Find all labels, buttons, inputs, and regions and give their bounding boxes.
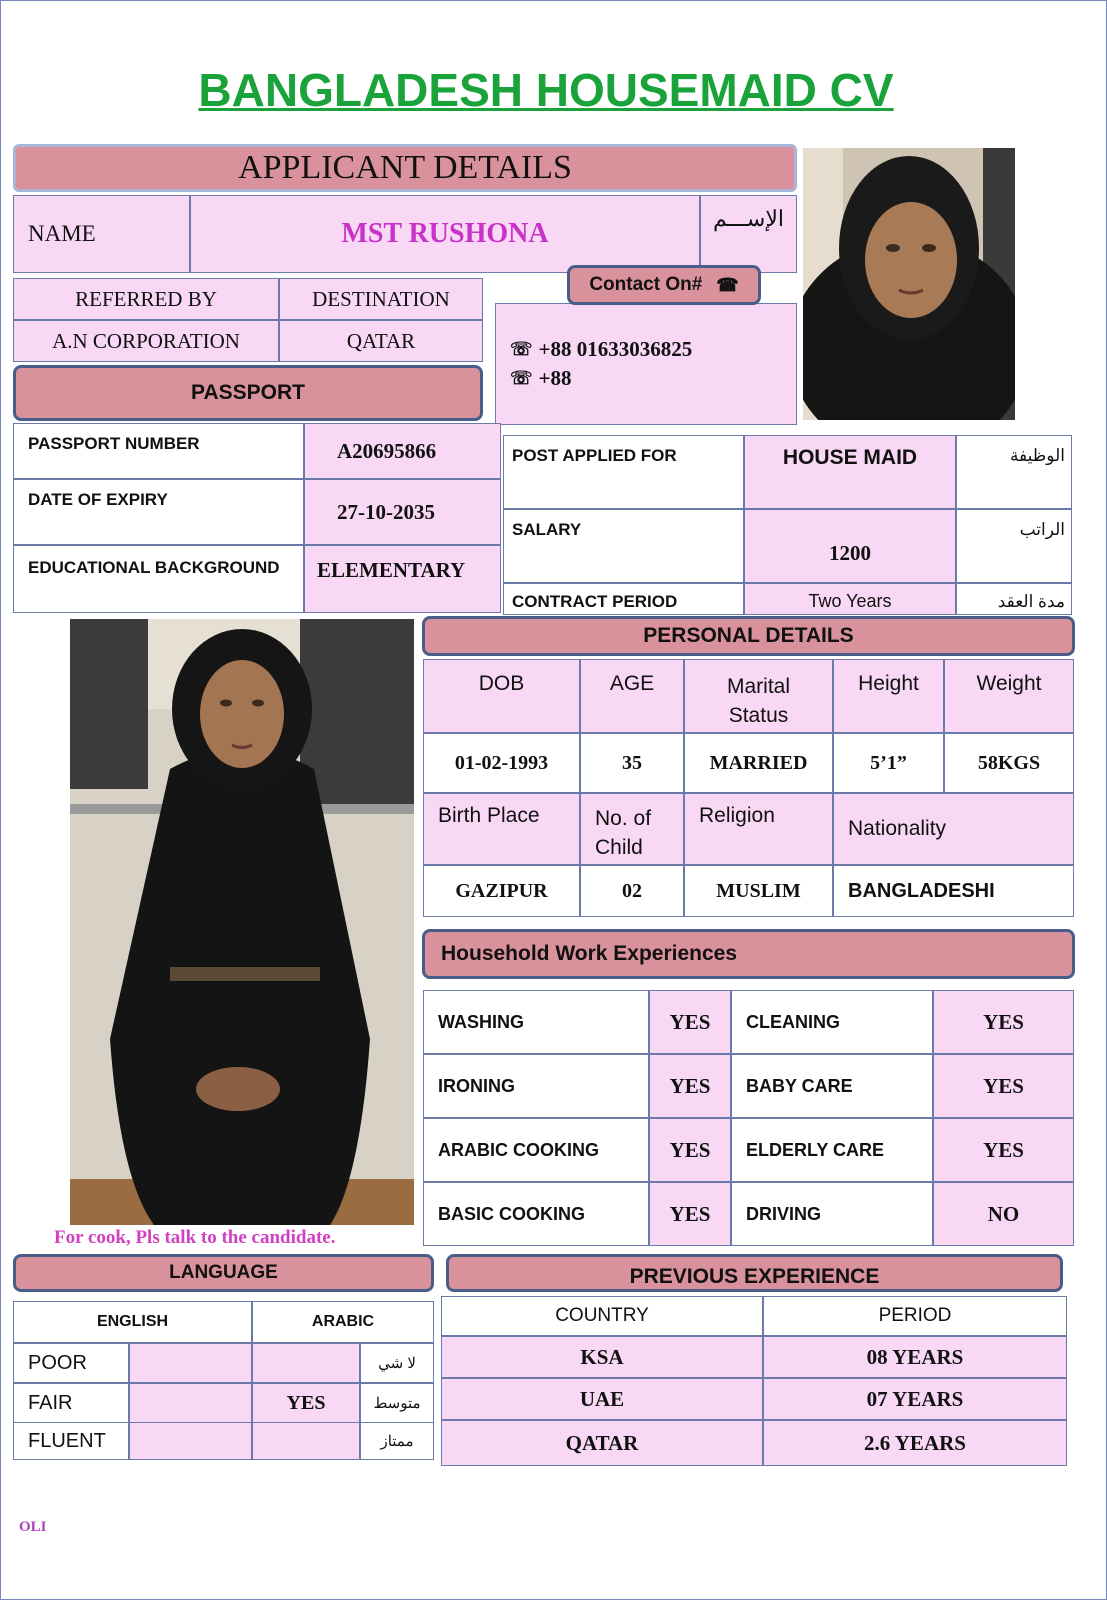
weight-label: Weight — [944, 659, 1074, 733]
height-value: 5’1” — [833, 733, 944, 793]
household-task: ELDERLY CARE — [731, 1118, 933, 1182]
nationality-label: Nationality — [833, 793, 1074, 865]
language-arabic-level: ممتاز — [360, 1422, 434, 1460]
religion-value: MUSLIM — [684, 865, 833, 917]
household-task: DRIVING — [731, 1182, 933, 1246]
language-arabic-value — [252, 1343, 360, 1383]
country-label: COUNTRY — [441, 1296, 763, 1336]
previous-country: KSA — [441, 1336, 763, 1378]
language-arabic-value: YES — [252, 1383, 360, 1423]
children-label — [580, 793, 684, 865]
passport-header: PASSPORT — [13, 365, 483, 421]
phone-icon: ☏ — [510, 339, 533, 359]
household-answer: YES — [933, 990, 1074, 1054]
language-level: FLUENT — [13, 1422, 129, 1460]
period-label: PERIOD — [763, 1296, 1067, 1336]
household-answer: YES — [649, 1182, 731, 1246]
household-answer: YES — [933, 1118, 1074, 1182]
household-answer: NO — [933, 1182, 1074, 1246]
post-applied-label: POST APPLIED FOR — [503, 435, 744, 509]
dob-label: DOB — [423, 659, 580, 733]
children-value: 02 — [580, 865, 684, 917]
marital-status-value: MARRIED — [684, 733, 833, 793]
nationality-value: BANGLADESHI — [833, 865, 1074, 917]
expiry-date-value: 27-10-2035 — [304, 479, 501, 545]
contact-box — [495, 303, 797, 425]
passport-number-label: PASSPORT NUMBER — [13, 423, 304, 479]
previous-period: 2.6 YEARS — [763, 1420, 1067, 1466]
household-answer: YES — [649, 1118, 731, 1182]
dob-value: 01-02-1993 — [423, 733, 580, 793]
household-task: CLEANING — [731, 990, 933, 1054]
footer-initials: OLI — [19, 1519, 47, 1535]
page-title: BANGLADESH HOUSEMAID CV — [198, 64, 894, 116]
phone-number-1[interactable]: +88 01633036825 — [538, 337, 693, 361]
birth-place-label: Birth Place — [423, 793, 580, 865]
language-english-value — [129, 1422, 252, 1460]
applicant-portrait-photo — [803, 148, 1015, 420]
household-header: Household Work Experiences — [422, 929, 1075, 979]
birth-place-value: GAZIPUR — [423, 865, 580, 917]
household-task: BABY CARE — [731, 1054, 933, 1118]
expiry-date-label: DATE OF EXPIRY — [13, 479, 304, 545]
children-label-line2: Child — [595, 836, 643, 859]
household-answer: YES — [649, 1054, 731, 1118]
cooking-note: For cook, Pls talk to the candidate. — [54, 1227, 336, 1248]
english-label: ENGLISH — [13, 1301, 252, 1343]
contract-period-label: CONTRACT PERIOD — [503, 583, 744, 615]
contact-header-label: Contact On# — [589, 274, 703, 295]
language-level: FAIR — [13, 1383, 129, 1423]
previous-country: UAE — [441, 1378, 763, 1420]
household-task: WASHING — [423, 990, 649, 1054]
applicant-details-header: APPLICANT DETAILS — [13, 144, 797, 192]
religion-label: Religion — [684, 793, 833, 865]
previous-period: 08 YEARS — [763, 1336, 1067, 1378]
referred-by-value: A.N CORPORATION — [13, 320, 279, 362]
applicant-full-body-photo — [70, 619, 414, 1225]
destination-value: QATAR — [279, 320, 483, 362]
age-value: 35 — [580, 733, 684, 793]
language-english-value — [129, 1343, 252, 1383]
telephone-icon: ☎ — [716, 274, 739, 295]
previous-country: QATAR — [441, 1420, 763, 1466]
post-applied-value: HOUSE MAID — [744, 435, 956, 509]
contact-header — [567, 265, 761, 305]
language-arabic-value — [252, 1422, 360, 1460]
name-value: MST RUSHONA — [190, 195, 700, 273]
salary-label: SALARY — [503, 509, 744, 583]
household-task: IRONING — [423, 1054, 649, 1118]
height-label: Height — [833, 659, 944, 733]
previous-period: 07 YEARS — [763, 1378, 1067, 1420]
name-arabic-label: الإســـم — [700, 195, 797, 273]
personal-details-header: PERSONAL DETAILS — [422, 616, 1075, 656]
weight-value: 58KGS — [944, 733, 1074, 793]
household-task: BASIC COOKING — [423, 1182, 649, 1246]
marital-status-label — [684, 659, 833, 733]
passport-number-value: A20695866 — [304, 423, 501, 479]
name-label: NAME — [13, 195, 190, 273]
arabic-label: ARABIC — [252, 1301, 434, 1343]
post-applied-arabic: الوظيفة — [956, 435, 1072, 509]
language-english-value — [129, 1383, 252, 1423]
phone-number-2[interactable]: +88 — [538, 366, 572, 390]
household-answer: YES — [649, 990, 731, 1054]
language-level: POOR — [13, 1343, 129, 1383]
language-arabic-level: متوسط — [360, 1383, 434, 1423]
age-label: AGE — [580, 659, 684, 733]
referred-by-label: REFERRED BY — [13, 278, 279, 320]
salary-value: 1200 — [744, 509, 956, 583]
language-arabic-level: لا شي — [360, 1343, 434, 1383]
language-header: LANGUAGE — [13, 1254, 434, 1292]
previous-experience-header: PREVIOUS EXPERIENCE — [446, 1254, 1063, 1292]
children-label-line1: No. of — [595, 807, 652, 830]
salary-arabic: الراتب — [956, 509, 1072, 583]
education-value: ELEMENTARY — [304, 545, 501, 613]
marital-label-line2: Status — [728, 704, 789, 727]
household-answer: YES — [933, 1054, 1074, 1118]
marital-label-line1: Marital — [726, 675, 790, 698]
contract-period-arabic: مدة العقد — [956, 583, 1072, 615]
household-task: ARABIC COOKING — [423, 1118, 649, 1182]
education-label: EDUCATIONAL BACKGROUND — [13, 545, 304, 613]
destination-label: DESTINATION — [279, 278, 483, 320]
contract-period-value: Two Years — [744, 583, 956, 615]
phone-icon: ☏ — [510, 368, 533, 388]
